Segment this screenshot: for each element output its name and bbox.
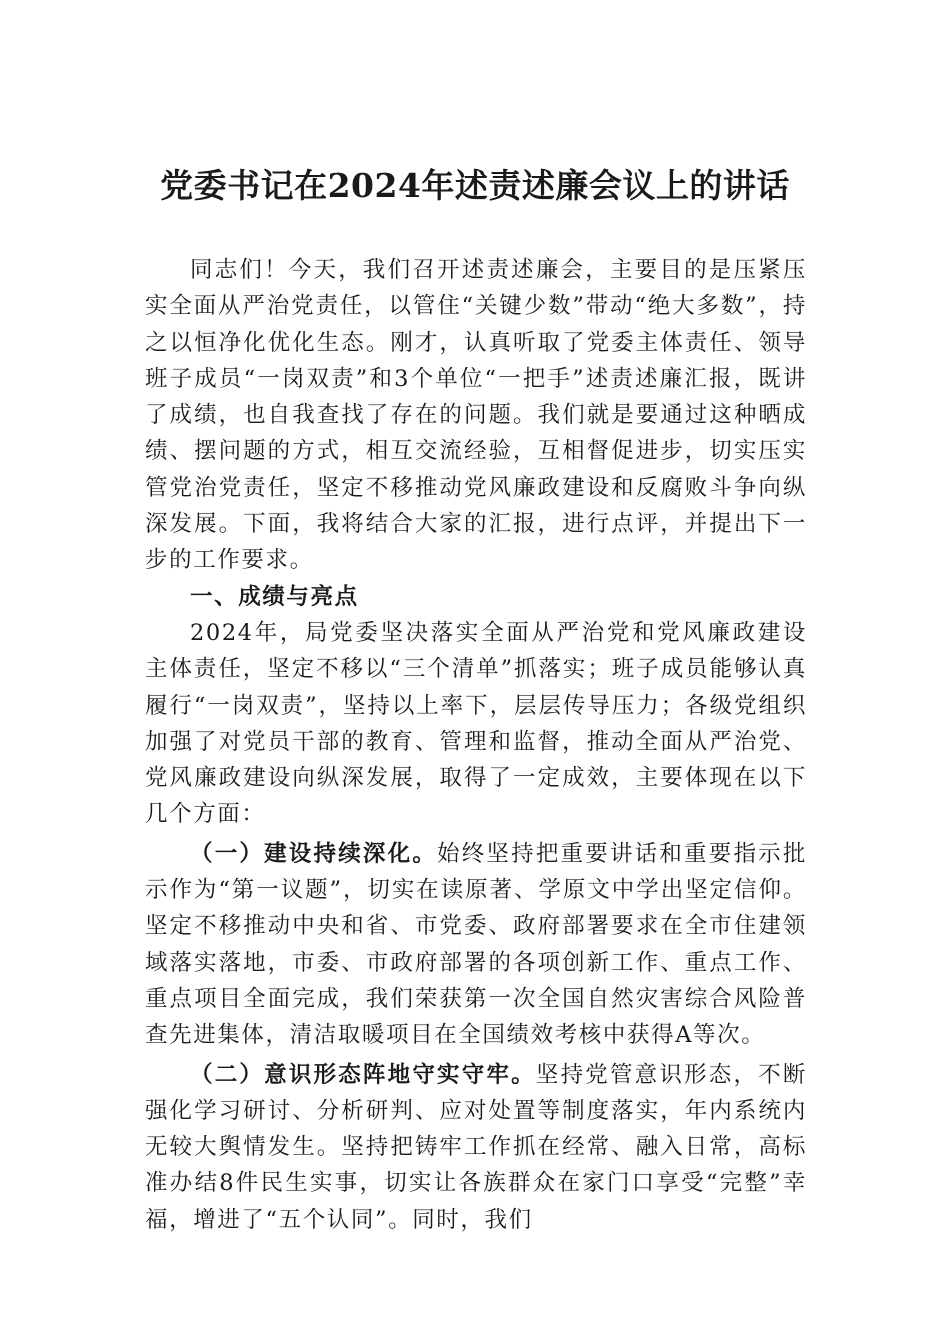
item-1-lead: （一）建设持续深化。	[190, 840, 438, 867]
document-body	[145, 252, 807, 1238]
item-2-lead: （二）意识形态阵地守实守牢。	[190, 1061, 536, 1088]
item-2-text: 坚持党管意识形态，不断强化学习研讨、分析研判、应对处置等制度落实，年内系统内无较大舆情发生。坚持把铸牢工作抓在经常、融入日常，高标准办结8件民生实事，切实让各族群众在家门口享受“完整”幸福，增进了“五个认同”。同时，我们	[145, 1061, 807, 1233]
achievements-paragraph: 2024年，局党委坚决落实全面从严治党和党风廉政建设主体责任，坚定不移以“三个清单”抓落实；班子成员能够认真履行“一岗双责”，坚持以上率下，层层传导压力；各级党组织加强了对党员干部的教育、管理和监督，推动全面从严治党、党风廉政建设向纵深发展，取得了一定成效，主要体现在以下几个方面：	[145, 619, 807, 828]
section-heading-achievements: 一、成绩与亮点	[190, 583, 359, 610]
item-1-paragraph	[145, 836, 807, 1054]
document-title: 党委书记在2024年述责述廉会议上的讲话	[160, 166, 790, 205]
item-2-paragraph	[145, 1057, 807, 1238]
intro-paragraph: 同志们！今天，我们召开述责述廉会，主要目的是压紧压实全面从严治党责任，以管住“关键少数”带动“绝大多数”，持之以恒净化优化生态。刚才，认真听取了党委主体责任、领导班子成员“一岗双责”和3个单位“一把手”述责述廉汇报，既讲了成绩，也自我查找了存在的问题。我们就是要通过这种晒成绩、摆问题的方式，相互交流经验，互相督促进步，切实压实管党治党责任，坚定不移推动党风廉政建设和反腐败斗争向纵深发展。下面，我将结合大家的汇报，进行点评，并提出下一步的工作要求。	[145, 257, 807, 574]
item-1-text: 始终坚持把重要讲话和重要指示批示作为“第一议题”，切实在读原著、学原文中学出坚定信仰。坚定不移推动中央和省、市党委、政府部署要求在全市住建领域落实落地，市委、市政府部署的各项创新工作、重点工作、重点项目全面完成，我们荣获第一次全国自然灾害综合风险普查先进集体，清洁取暖项目在全国绩效考核中获得A等次。	[145, 840, 807, 1049]
